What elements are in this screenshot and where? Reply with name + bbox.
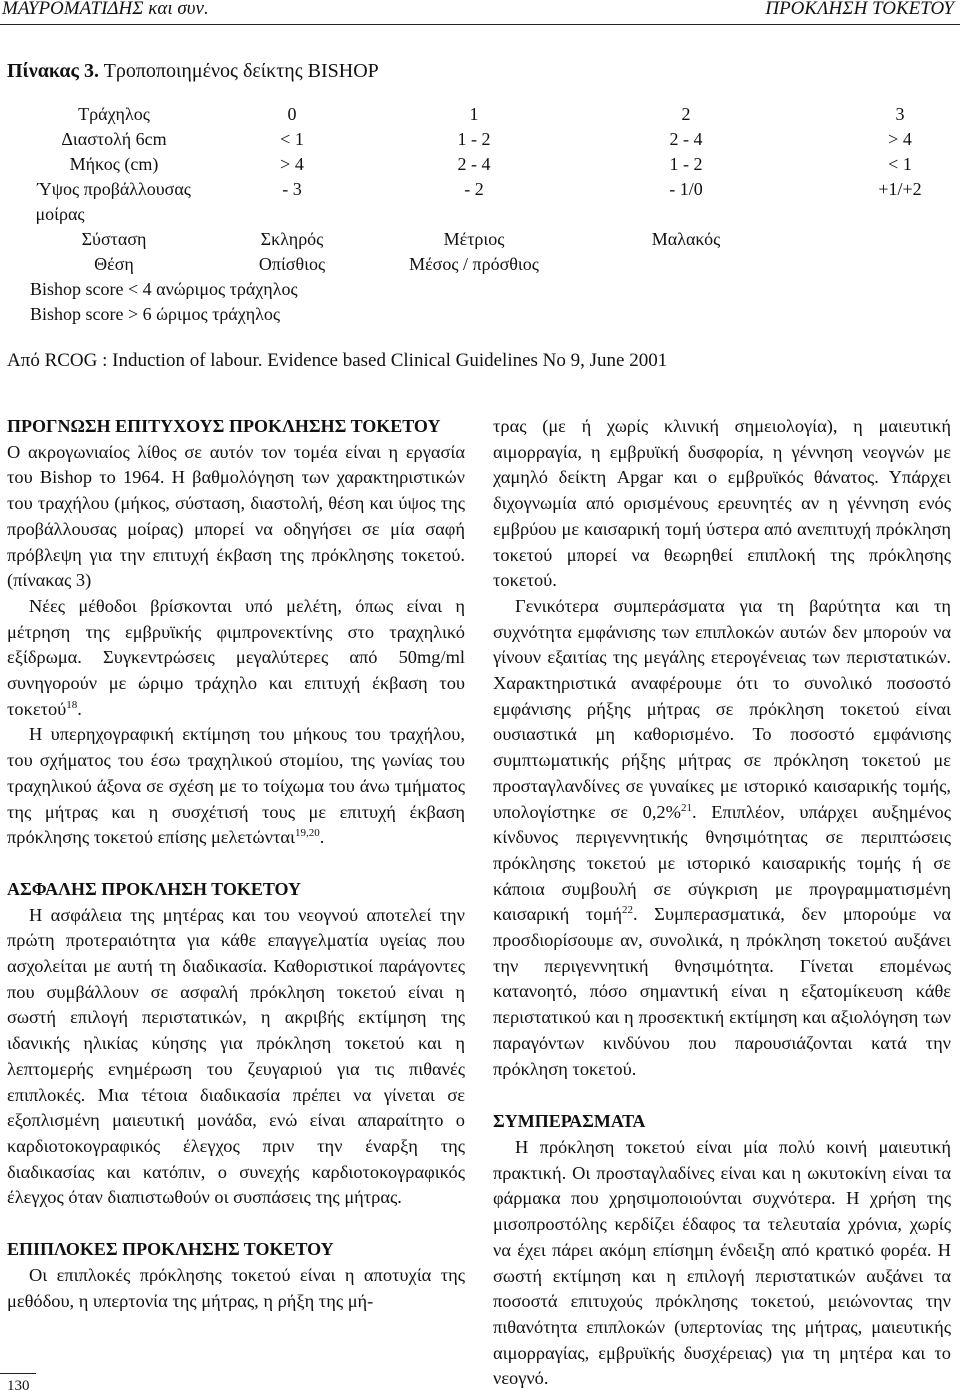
paragraph: Η πρόκληση τοκετού είναι μία πολύ κοινή μαιευτική πρακτική. Οι προσταγλαδίνες είναι και η ωκυτοκίνη είναι τα φάρμακα που χρησιμοποιούνται συχνότερα. Η χρήση της μισοπροστόλης κερδίζει έδαφος τα τελευταία χρόνια, χωρίς να έχει πάρει ακόμη επίσημη ένδειξη από κρατικό φορέα. Η σωστή εκτίμηση και η επιλογή περιστατικών αυξάνει τα ποσοστά επιτυχούς πρόκλησης τοκετού, μειώνοντας την πιθανότητα επιπλοκών (υπερτονίας της μήτρας, μαιευτικής αιμορραγίας, εμβρυϊκής δυσχέρειας) για τη μητέρα και το νεογνό.	[493, 1136, 951, 1389]
table-source: Από RCOG : Induction of labour. Evidence based Clinical Guidelines No 9, June 2001	[7, 350, 668, 371]
cell-score-1: Μέσος / πρόσθιος	[409, 254, 539, 274]
row-label: Τράχηλος	[78, 104, 150, 124]
cell-score-1: 1 - 2	[457, 129, 491, 149]
cell-score-0: Οπίσθιος	[258, 254, 326, 274]
header-authors: ΜΑΥΡΟΜΑΤΙΔΗΣ και συν.	[2, 0, 209, 19]
paragraph-text: Η υπερηχογραφική εκτίμηση του μήκους του τραχήλου, του σχήματος του έσω τραχηλικού στομίου, της γωνίας του τραχηλικού άξονα σε σχέση με το τοίχωμα του άνω τμήματος της μήτρας και η συσχέτισή τους με επιτυχή έκβαση πρόκλησης τοκετού επίσης μελετώνται	[7, 724, 465, 848]
reference-marker: 19,20	[294, 827, 320, 840]
page-number: 130	[7, 1378, 30, 1394]
row-label: Ύψος προβάλλουσας	[37, 179, 191, 199]
table-row	[0, 227, 960, 251]
running-header	[0, 0, 960, 22]
cell-score-2: 2	[681, 104, 691, 124]
heading-safe-induction: ΑΣΦΑΛΗΣ ΠΡΟΚΛΗΣΗ ΤΟΚΕΤΟΥ	[7, 878, 302, 899]
row-label: Διαστολή 6cm	[61, 129, 167, 149]
paragraph: Η ασφάλεια της μητέρας και του νεογνού αποτελεί την πρώτη προτεραιότητα για κάθε επαγγελματία υγείας που ασχολείται με αυτή τη διαδικασία. Καθοριστικοί παράγοντες που συμβάλλουν σε ασφαλή πρόκληση τοκετού είναι η σωστή επιλογή περιστατικών, η ακριβής εκτίμηση της ιδανικής ηλικίας κύησης για πρόκληση τοκετού και η λεπτομερής ενημέρωση του ζευγαριού για τις πιθανές επιπλοκές. Μια τέτοια διαδικασία πρέπει να γίνεται σε εξοπλισμένη μαιευτική μονάδα, ενώ είναι απαραίτητο ο καρδιοτοκογραφικός έλεγχος πριν την έναρξη της διαδικασίας και κατόπιν, ο συνεχής καρδιοτοκογραφικός έλεγχος όταν διαπιστωθούν οι συσπάσεις της μήτρας.	[7, 904, 465, 1208]
header-running-title: ΠΡΟΚΛΗΣΗ ΤΟΚΕΤΟΥ	[765, 0, 954, 19]
section-gap	[7, 1211, 465, 1237]
bishop-note-unripe: Bishop score < 4 ανώριμος τράχηλος	[30, 279, 298, 299]
cell-score-1: 2 - 4	[457, 154, 491, 174]
row-label: Μήκος (cm)	[69, 154, 159, 174]
header-rule	[0, 24, 960, 25]
left-column	[7, 414, 465, 1314]
cell-score-0: < 1	[280, 129, 304, 149]
cell-score-2: 2 - 4	[669, 129, 703, 149]
table-label: Πίνακας 3.	[7, 60, 99, 82]
reference-marker: 21	[680, 801, 692, 814]
reference-marker: 22	[622, 904, 633, 917]
heading-prognosis: ΠΡΟΓΝΩΣΗ ΕΠΙΤΥΧΟΥΣ ΠΡΟΚΛΗΣΗΣ ΤΟΚΕΤΟΥ	[7, 416, 441, 436]
cell-score-3: +1/+2	[878, 179, 922, 199]
paragraph-text: . Επιπλέον, υπάρχει αυξημένος κίνδυνος περιγεννητικής θνησιμότητας σε περιπτώσεις πρόκλησης τοκετού με ιστορικό καισαρικής τομής ή σε κάποια συμβουλή σε σύγκριση με προγραμματισμένη καισαρική τομή	[493, 801, 951, 925]
heading-conclusions: ΣΥΜΠΕΡΑΣΜΑΤΑ	[493, 1111, 646, 1132]
table-row	[0, 152, 960, 176]
cell-score-1: - 2	[464, 179, 484, 199]
heading-complications: ΕΠΙΠΛΟΚΕΣ ΠΡΟΚΛΗΣΗΣ ΤΟΚΕΤΟΥ	[7, 1239, 334, 1260]
cell-score-3: 3	[895, 104, 905, 124]
cell-score-3: < 1	[888, 154, 912, 174]
paragraph: Η υπερηχογραφική εκτίμηση του μήκους του τραχήλου, του σχήματος του έσω τραχηλικού στομίου, της γωνίας του τραχηλικού άξονα σε σχέση με το τοίχωμα του άνω τμήματος της μήτρας και η συσχέτισή τους με επιτυχή έκβαση πρόκλησης τοκετού επίσης μελετώνται$^{19,20}$.	[7, 724, 465, 848]
paragraph-text: . Συμπερασματικά, δεν μπορούμε να προσδιορίσουμε αν, συνολικά, η πρόκληση τοκετού αυξάνει την περιγεννητική θνησιμότητα. Γίνεται επομένως κατανοητό, πόσο σημαντική είναι η εξατομίκευση κάθε περιστατικού και η προσεκτική εκτίμηση και αξιολόγηση των παραγόντων κινδύνου που παρουσιάζονται κατά την πρόκληση τοκετού.	[493, 904, 951, 1079]
table-caption: Τροποποιημένος δείκτης BISHOP	[103, 60, 379, 82]
cell-score-0: 0	[287, 104, 297, 124]
reference-marker: 18	[66, 698, 78, 711]
paragraph: Νέες μέθοδοι βρίσκονται υπό μελέτη, όπως είναι η μέτρηση της εμβρυϊκής φιμπρονεκτίνης στο τραχηλικό εξίδρωμα. Συγκεντρώσεις μεγαλύτερες από 50mg/ml συνηγορούν με ώριμο τράχηλο και επιτυχή έκβαση του τοκετού$^{18}$.	[7, 595, 465, 719]
table-row	[0, 252, 960, 276]
right-column	[493, 414, 951, 1392]
row-label: Σύσταση	[81, 229, 147, 249]
row-label: Θέση	[94, 254, 134, 274]
cell-score-1: 1	[469, 104, 479, 124]
paragraph: Ο ακρογωνιαίος λίθος σε αυτόν τον τομέα είναι η εργασία του Bishop το 1964. Η βαθμολόγηση των χαρακτηριστικών του τραχήλου (μήκος, σύσταση, διαστολή, θέση και ύψος της προβάλλουσας μοίρας) μπορεί να οδηγήσει σε μία σαφή πρόβλεψη για την επιτυχή έκβαση της πρόκλησης τοκετού. (πίνακας 3)	[7, 441, 465, 591]
table-note	[0, 302, 960, 326]
paragraph-text: Νέες μέθοδοι βρίσκονται υπό μελέτη, όπως είναι η μέτρηση της εμβρυϊκής φιμπρονεκτίνης στο τραχηλικό εξίδρωμα. Συγκεντρώσεις μεγαλύτερες από 50mg/ml συνηγορούν με ώριμο τράχηλο και επιτυχή έκβαση του τοκετού	[7, 595, 465, 719]
paragraph-text: Γενικότερα συμπεράσματα για τη βαρύτητα και τη συχνότητα εμφάνισης των επιπλοκών αυτών δεν μπορούν να γίνουν εξαιτίας της μεγάλης ετερογένειας των περιστατικών. Χαρακτηριστικά αναφέρουμε ότι το συνολικό ποσοστό εμφάνισης ρήξης μήτρας σε πρόκληση τοκετού είναι ουσιαστικά μη καθορισμένο. Το ποσοστό εμφάνισης συμπτωματικής ρήξης μήτρας σε πρόκληση τοκετού με προσταγλανδίνες σε γυναίκες με ιστορικό καισαρικής τομής, υπολογίστηκε σε 0,2%	[493, 595, 951, 822]
paragraph: τρας (με ή χωρίς κλινική σημειολογία), η μαιευτική αιμορραγία, η εμβρυϊκή δυσφορία, η γέννηση νεογνών με χαμηλό δείκτη Apgar και ο εμβρυϊκός θάνατος. Υπάρχει διχογνωμία από ορισμένους ερευνητές αν η γέννηση ενός εμβρύου με καισαρική τομή ύστερα από ανεπιτυχή πρόκληση τοκετού μπορεί να θεωρηθεί επιπλοκή της πρόκλησης τοκετού.	[493, 416, 951, 591]
table-row	[0, 202, 960, 226]
table-title	[7, 60, 379, 83]
table-row	[0, 102, 960, 126]
cell-score-3: > 4	[888, 129, 912, 149]
cell-score-2: Μαλακός	[651, 229, 721, 249]
cell-score-1: Μέτριος	[443, 229, 505, 249]
cell-score-2: 1 - 2	[669, 154, 703, 174]
bishop-note-ripe: Bishop score > 6 ώριμος τράχηλος	[30, 304, 280, 324]
table-row	[0, 177, 960, 201]
paragraph	[493, 594, 951, 1082]
footer-rule	[0, 1373, 36, 1374]
cell-score-0: Σκληρός	[260, 229, 324, 249]
section-gap	[493, 1082, 951, 1109]
table-note	[0, 277, 960, 301]
row-label-continuation: μοίρας	[35, 204, 85, 224]
cell-score-0: > 4	[280, 154, 304, 174]
cell-score-0: - 3	[282, 179, 302, 199]
section-gap	[7, 851, 465, 877]
cell-score-2: - 1/0	[669, 179, 703, 199]
paragraph: Οι επιπλοκές πρόκλησης τοκετού είναι η αποτυχία της μεθόδου, η υπερτονία της μήτρας, η ρήξη της μή-	[7, 1264, 465, 1311]
table-row	[0, 127, 960, 151]
